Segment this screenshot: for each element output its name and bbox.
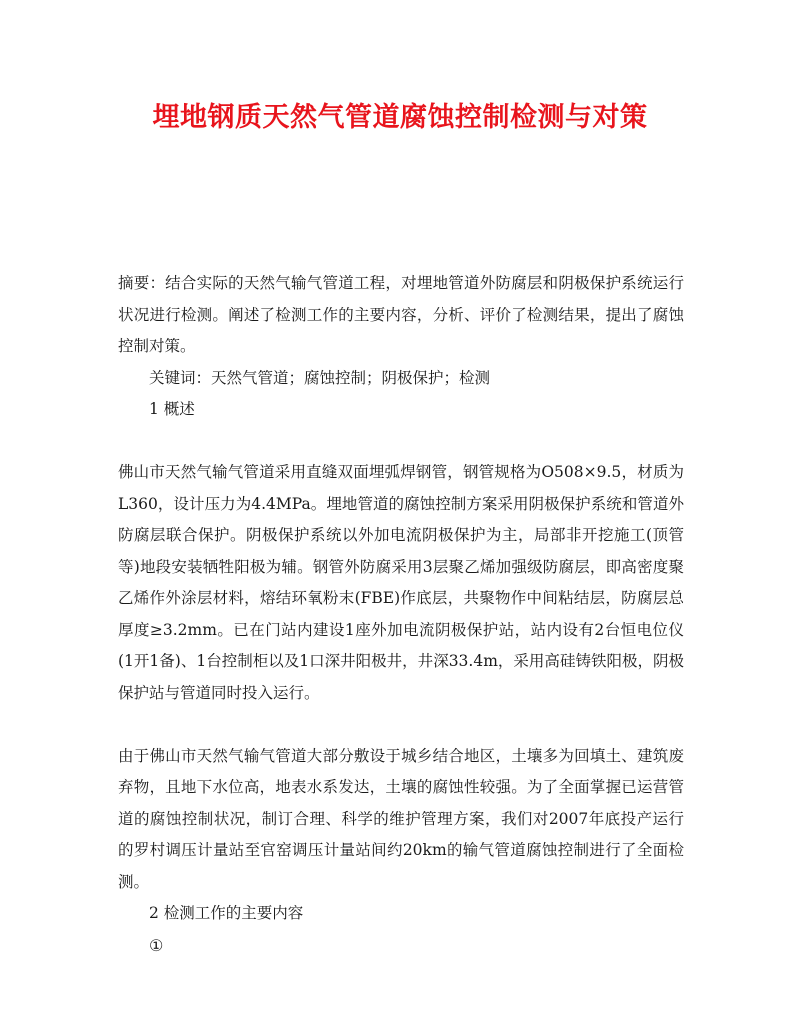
section-1-heading: 1 概述 [149,400,195,418]
list-item-marker [118,930,684,963]
keywords-line: 关键词：天然气管道；腐蚀控制；阴极保护；检测 [149,368,491,387]
circled-number-one: ① [149,935,164,955]
background-paragraph: 由于佛山市天然气输气管道大部分敷设于城乡结合地区，土壤多为回填土、建筑废弃物，且地下水位高，地表水系发达，土壤的腐蚀性较强。为了全面掌握已运营管道的腐蚀控制状况，制订合理、科学的维护管理方案，我们对2007年底投产运行的罗村调压计量站至官窑调压计量站间约20km的输气管道腐蚀控制进行了全面检测。 [118,746,684,891]
document-body [118,268,684,962]
document-title: 埋地钢质天然气管道腐蚀控制检测与对策 [152,102,648,133]
spacer [118,709,684,741]
spacer [118,426,684,458]
overview-paragraph: 佛山市天然气输气管道采用直缝双面埋弧焊钢管，钢管规格为O508×9.5，材质为L360，设计压力为4.4MPa。埋地管道的腐蚀控制方案采用阴极保护系统和管道外防腐层联合保护。阴极保护系统以外加电流阴极保护为主，局部非开挖施工(顶管等)地段安装牺牲阳极为辅。钢管外防腐采用3层聚乙烯加强级防腐层，即高密度聚乙烯作外涂层材料，熔结环氧粉末(FBE)作底层，共聚物作中间粘结层，防腐层总厚度≥3.2mm。已在门站内建设1座外加电流阴极保护站，站内设有2台恒电位仪(1开1备)、1台控制柜以及1口深井阳极井，井深33.4m，采用高硅铸铁阳极，阴极保护站与管道同时投入运行。 [118,463,684,702]
section-2-heading: 2 检测工作的主要内容 [149,904,304,922]
abstract-paragraph: 摘要：结合实际的天然气输气管道工程，对埋地管道外防腐层和阴极保护系统运行状况进行检测。阐述了检测工作的主要内容，分析、评价了检测结果，提出了腐蚀控制对策。 [118,274,684,355]
